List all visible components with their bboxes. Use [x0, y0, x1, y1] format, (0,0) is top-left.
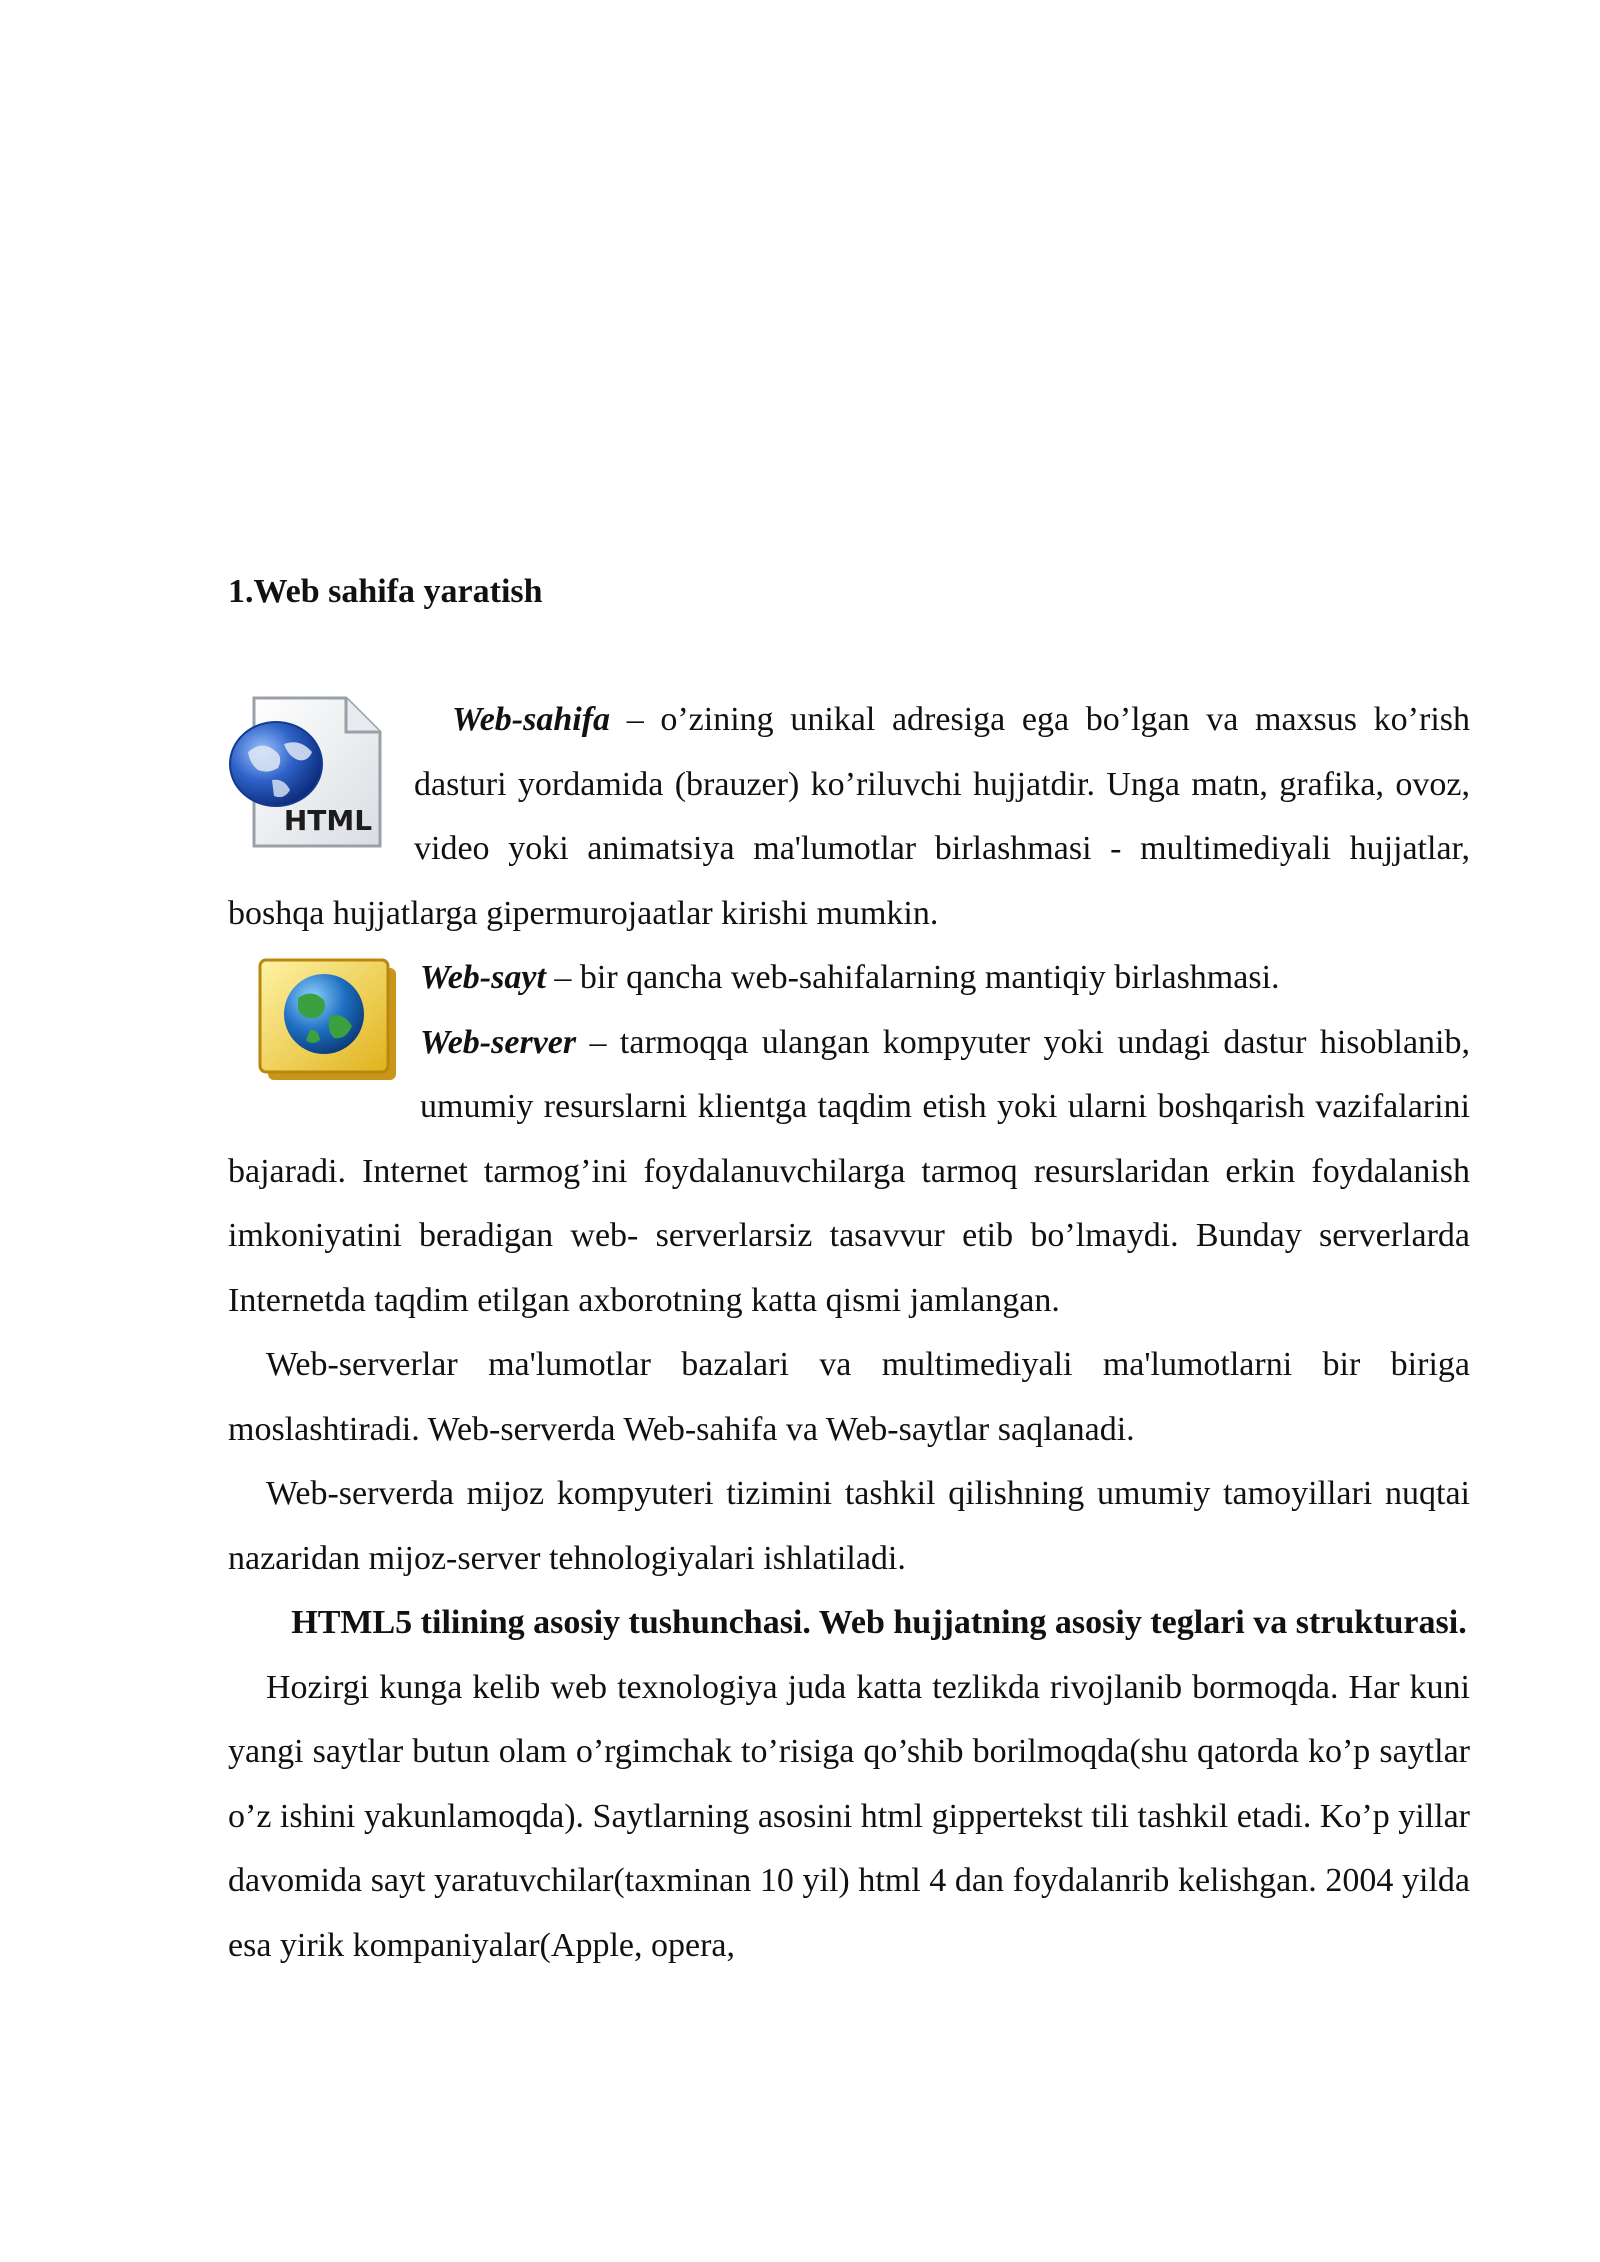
html-icon-label: HTML [283, 804, 373, 837]
subheading: HTML5 tilining asosiy tushunchasi. Web hujjatning asosiy teglari va strukturasi. [291, 1604, 1467, 1641]
webserver-paragraph [228, 1011, 1470, 1334]
spacer [228, 624, 1470, 688]
websahifa-paragraph [228, 688, 1470, 946]
paragraph-6: Hozirgi kunga kelib web texnologiya juda katta tezlikda rivojlanib bormoqda. Har kuni yangi saytlar butun olam o’rgimchak to’risiga qo’shib borilmoqda(shu qatorda ko’p saytlar o’z ishini yakunlamoqda). Saytlarning asosini html gippertekst tili tashkil etadi. Ko’p yillar davomida sayt yaratuvchilar(taxminan 10 yil) html 4 dan foydalanrib kelishgan. 2004 yilda esa yirik kompaniyalar(Apple, opera, [228, 1668, 1470, 1964]
paragraph-4: Web-serverlar ma'lumotlar bazalari va multimediyali ma'lumotlarni bir biriga moslashtiradi. Web-serverda Web-sahifa va Web-saytlar saqlanadi. [228, 1346, 1470, 1448]
webserver-text: – tarmoqqa ulangan kompyuter yoki undagi dastur hisoblanib, umumiy resurslarni klientga taqdim etish yoki ularni boshqarish vazifalarini bajaradi. Internet tarmog’ini foydalanuvchilarga tarmoq resurslaridan erkin foydalanish imkoniyatini beradigan web- serverlarsiz tasavvur etib bo’lmaydi. Bunday serverlarda Internetda taqdim etilgan axborotning katta qismi jamlangan. [228, 1023, 1470, 1319]
websayt-text: – bir qancha web-sahifalarning mantiqiy birlashmasi. [545, 959, 1280, 996]
websayt-block [228, 946, 1470, 1333]
section-heading: 1.Web sahifa yaratish [228, 573, 543, 610]
websahifa-text: – o’zining unikal adresiga ega bo’lgan va maxsus ko’rish dasturi yordamida (brauzer) ko’riluvchi hujjatdir. Unga matn, grafika, ovoz, video yoki animatsiya ma'lumotlar birlashmasi - multimediyali hujjatlar, boshqa hujjatlarga gipermurojaatlar kirishi mumkin. [228, 701, 1470, 932]
term-webserver: Web-server [420, 1023, 577, 1061]
html-file-icon [228, 694, 386, 854]
term-websahifa: Web-sahifa [452, 701, 611, 738]
term-websayt: Web-sayt [420, 959, 546, 996]
paragraph-5: Web-serverda mijoz kompyuteri tizimini tashkil qilishning umumiy tamoyillari nuqtai nazaridan mijoz-server tehnologiyalari ishlatiladi. [228, 1475, 1470, 1577]
document-content [228, 560, 1470, 1978]
websayt-paragraph [228, 946, 1470, 1011]
globe-folder-icon [254, 954, 402, 1082]
